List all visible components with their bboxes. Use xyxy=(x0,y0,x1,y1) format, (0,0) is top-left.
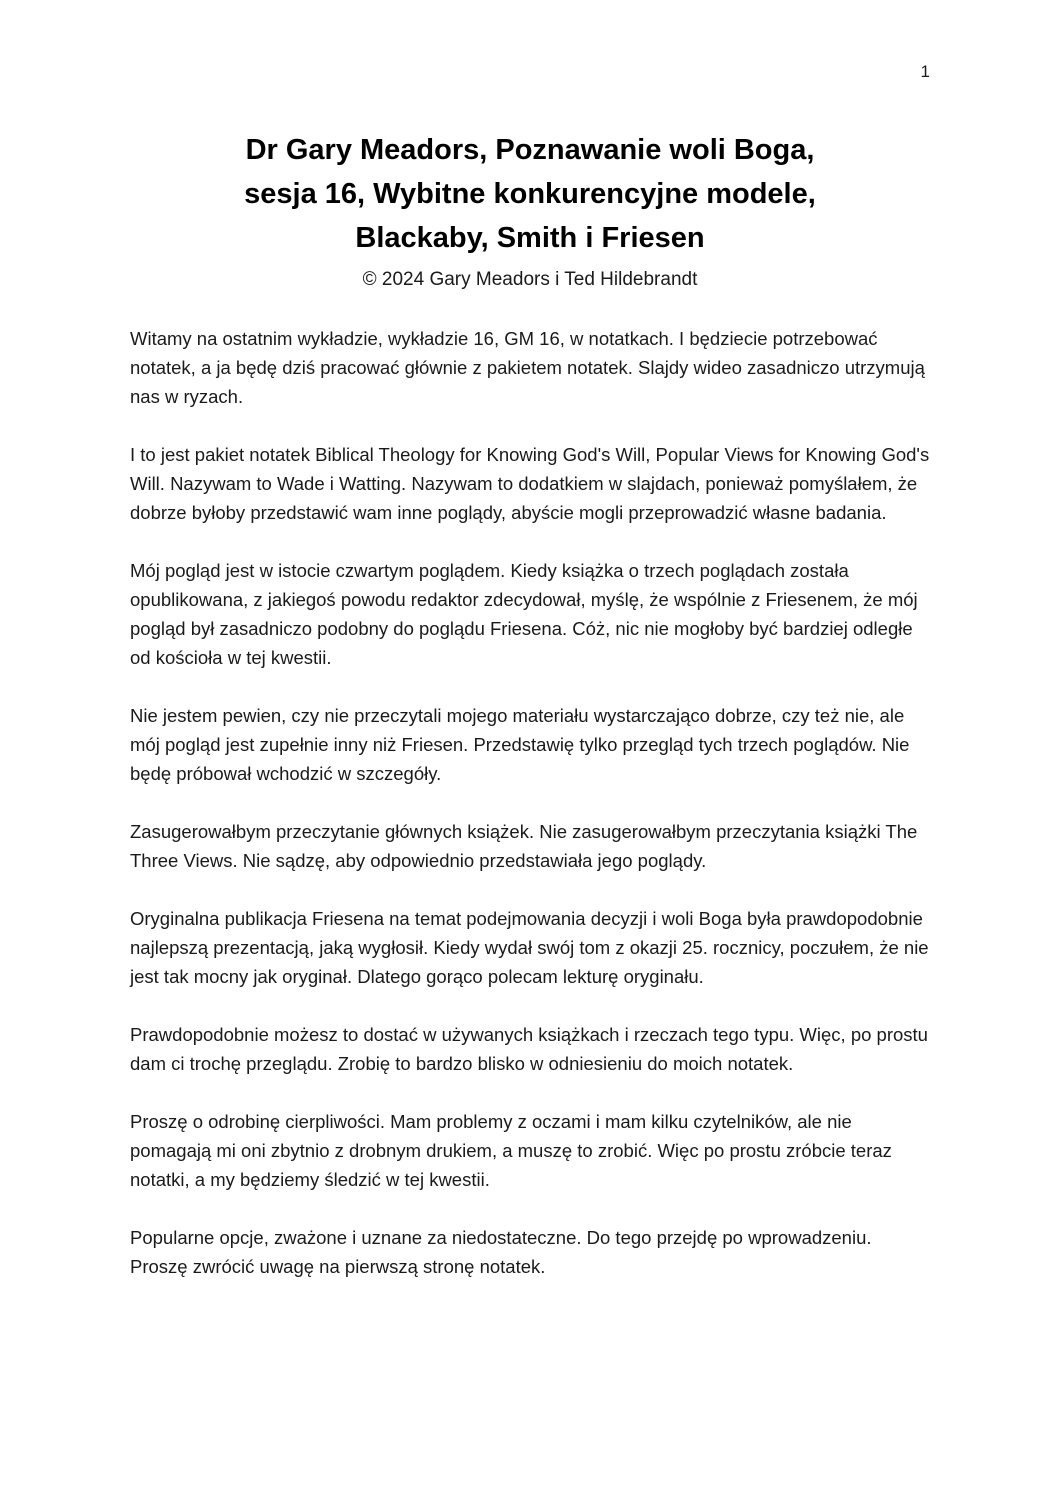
paragraph: Popularne opcje, zważone i uznane za niedostateczne. Do tego przejdę po wprowadzeniu. Proszę zwrócić uwagę na pierwszą stronę notatek. xyxy=(130,1227,872,1277)
paragraph: Witamy na ostatnim wykładzie, wykładzie 16, GM 16, w notatkach. I będziecie potrzebować notatek, a ja będę dziś pracować głównie z pakietem notatek. Slajdy wideo zasadniczo utrzymują nas w ryzach. xyxy=(130,328,925,407)
paragraph: Nie jestem pewien, czy nie przeczytali mojego materiału wystarczająco dobrze, czy też nie, ale mój pogląd jest zupełnie inny niż Friesen. Przedstawię tylko przegląd tych trzech poglądów. Nie będę próbował wchodzić w szczegóły. xyxy=(130,705,910,784)
paragraph: Mój pogląd jest w istocie czwartym poglądem. Kiedy książka o trzech poglądach została opublikowana, z jakiegoś powodu redaktor zdecydował, myślę, że wspólnie z Friesenem, że mój pogląd był zasadniczo podobny do poglądu Friesena. Cóż, nic nie mogłoby być bardziej odległe od kościoła w tej kwestii. xyxy=(130,560,918,668)
paragraph: I to jest pakiet notatek Biblical Theology for Knowing God's Will, Popular Views for Knowing God's Will. Nazywam to Wade i Watting. Nazywam to dodatkiem w slajdach, ponieważ pomyślałem, że dobrze byłoby przedstawić wam inne poglądy, abyście mogli przeprowadzić własne badania. xyxy=(130,444,930,523)
paragraph: Proszę o odrobinę cierpliwości. Mam problemy z oczami i mam kilku czytelników, ale nie pomagają mi oni zbytnio z drobnym drukiem, a muszę to zrobić. Więc po prostu zróbcie teraz notatki, a my będziemy śledzić w tej kwestii. xyxy=(130,1111,892,1190)
paragraph: Oryginalna publikacja Friesena na temat podejmowania decyzji i woli Boga była prawdopodobnie najlepszą prezentacją, jaką wygłosił. Kiedy wydał swój tom z okazji 25. rocznicy, poczułem, że nie jest tak mocny jak oryginał. Dlatego gorąco polecam lekturę oryginału. xyxy=(130,908,929,987)
paragraph: Prawdopodobnie możesz to dostać w używanych książkach i rzeczach tego typu. Więc, po prostu dam ci trochę przeglądu. Zrobię to bardzo blisko w odniesieniu do moich notatek. xyxy=(130,1024,928,1074)
document-title xyxy=(130,128,930,260)
title-line-1: Dr Gary Meadors, Poznawanie woli Boga, xyxy=(245,134,815,166)
title-line-3: Blackaby, Smith i Friesen xyxy=(355,222,705,254)
document-content xyxy=(130,128,930,1310)
copyright-line: © 2024 Gary Meadors i Ted Hildebrandt xyxy=(362,269,698,290)
title-line-2: sesja 16, Wybitne konkurencyjne modele, xyxy=(244,178,816,210)
page-number: 1 xyxy=(920,62,930,81)
document-body xyxy=(130,324,930,1281)
paragraph: Zasugerowałbym przeczytanie głównych książek. Nie zasugerowałbym przeczytania książki The Three Views. Nie sądzę, aby odpowiednio przedstawiała jego poglądy. xyxy=(130,821,918,871)
